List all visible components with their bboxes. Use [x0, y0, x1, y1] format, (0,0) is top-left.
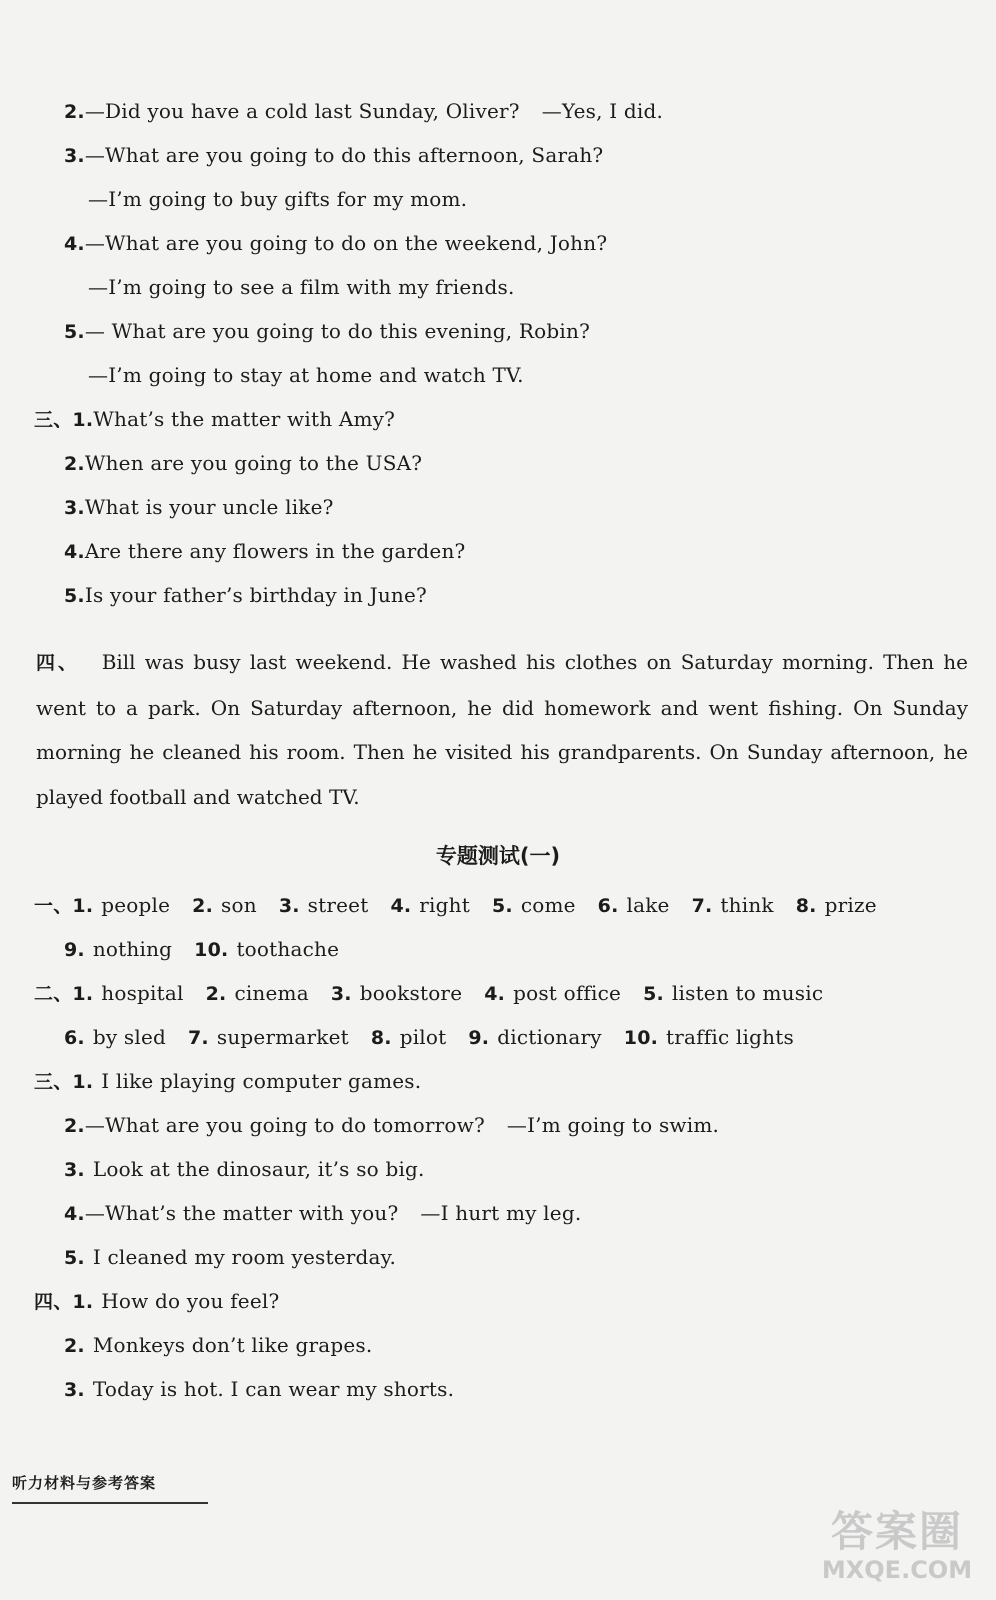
sentence-line: 四、1. How do you feel? [34, 1289, 280, 1313]
word-list-row: 6. by sled 7. supermarket 8. pilot 9. dictionary 10. traffic lights [64, 1025, 794, 1049]
sentence-line: 2. Monkeys don’t like grapes. [64, 1333, 373, 1357]
dialogue-line: —I’m going to buy gifts for my mom. [88, 187, 468, 211]
page-footer-label: 听力材料与参考答案 [12, 1472, 208, 1504]
word-list-row: 一、1. people 2. son 3. street 4. right 5. come 6. lake 7. think 8. prize [34, 893, 877, 917]
sentence-line: 4.—What’s the matter with you? —I hurt my leg. [64, 1201, 582, 1225]
sentence-line: 2.—What are you going to do tomorrow? —I’m going to swim. [64, 1113, 720, 1137]
question-line: 4.Are there any flowers in the garden? [64, 539, 466, 563]
sentence-line: 3. Today is hot. I can wear my shorts. [64, 1377, 455, 1401]
word-list-row: 二、1. hospital 2. cinema 3. bookstore 4. post office 5. listen to music [34, 981, 824, 1005]
dialogue-line: 2.—Did you have a cold last Sunday, Oliver? —Yes, I did. [64, 99, 664, 123]
dialogue-line: —I’m going to stay at home and watch TV. [88, 363, 524, 387]
question-line: 5.Is your father’s birthday in June? [64, 583, 427, 607]
dialogue-line: —I’m going to see a film with my friends. [88, 275, 515, 299]
question-line: 2.When are you going to the USA? [64, 451, 423, 475]
sentence-line: 5. I cleaned my room yesterday. [64, 1245, 397, 1269]
word-list-row: 9. nothing 10. toothache [64, 937, 340, 961]
dialogue-line: 3.—What are you going to do this afternoon, Sarah? [64, 143, 604, 167]
section-title: 专题测试(一) [435, 844, 561, 868]
watermark-text: 答案圈 [830, 1507, 963, 1556]
question-line: 三、1.What’s the matter with Amy? [34, 407, 396, 431]
sentence-line: 3. Look at the dinosaur, it’s so big. [64, 1157, 425, 1181]
question-line: 3.What is your uncle like? [64, 495, 334, 519]
dialogue-line: 4.—What are you going to do on the weekend, John? [64, 231, 608, 255]
sentence-line: 三、1. I like playing computer games. [34, 1069, 422, 1093]
watermark-url: MXQE.COM [821, 1556, 973, 1584]
dialogue-line: 5.— What are you going to do this evening, Robin? [64, 319, 591, 343]
passage-paragraph: 四、 Bill was busy last weekend. He washed his clothes on Saturday morning. Then he went to a park. On Saturday afternoon, he did homework and went fishing. On Sunday morning he cleaned his room. Then he visited his grandparents. On Sunday afternoon, he played football and watched TV. [36, 650, 968, 809]
watermark-logo [812, 1508, 982, 1592]
